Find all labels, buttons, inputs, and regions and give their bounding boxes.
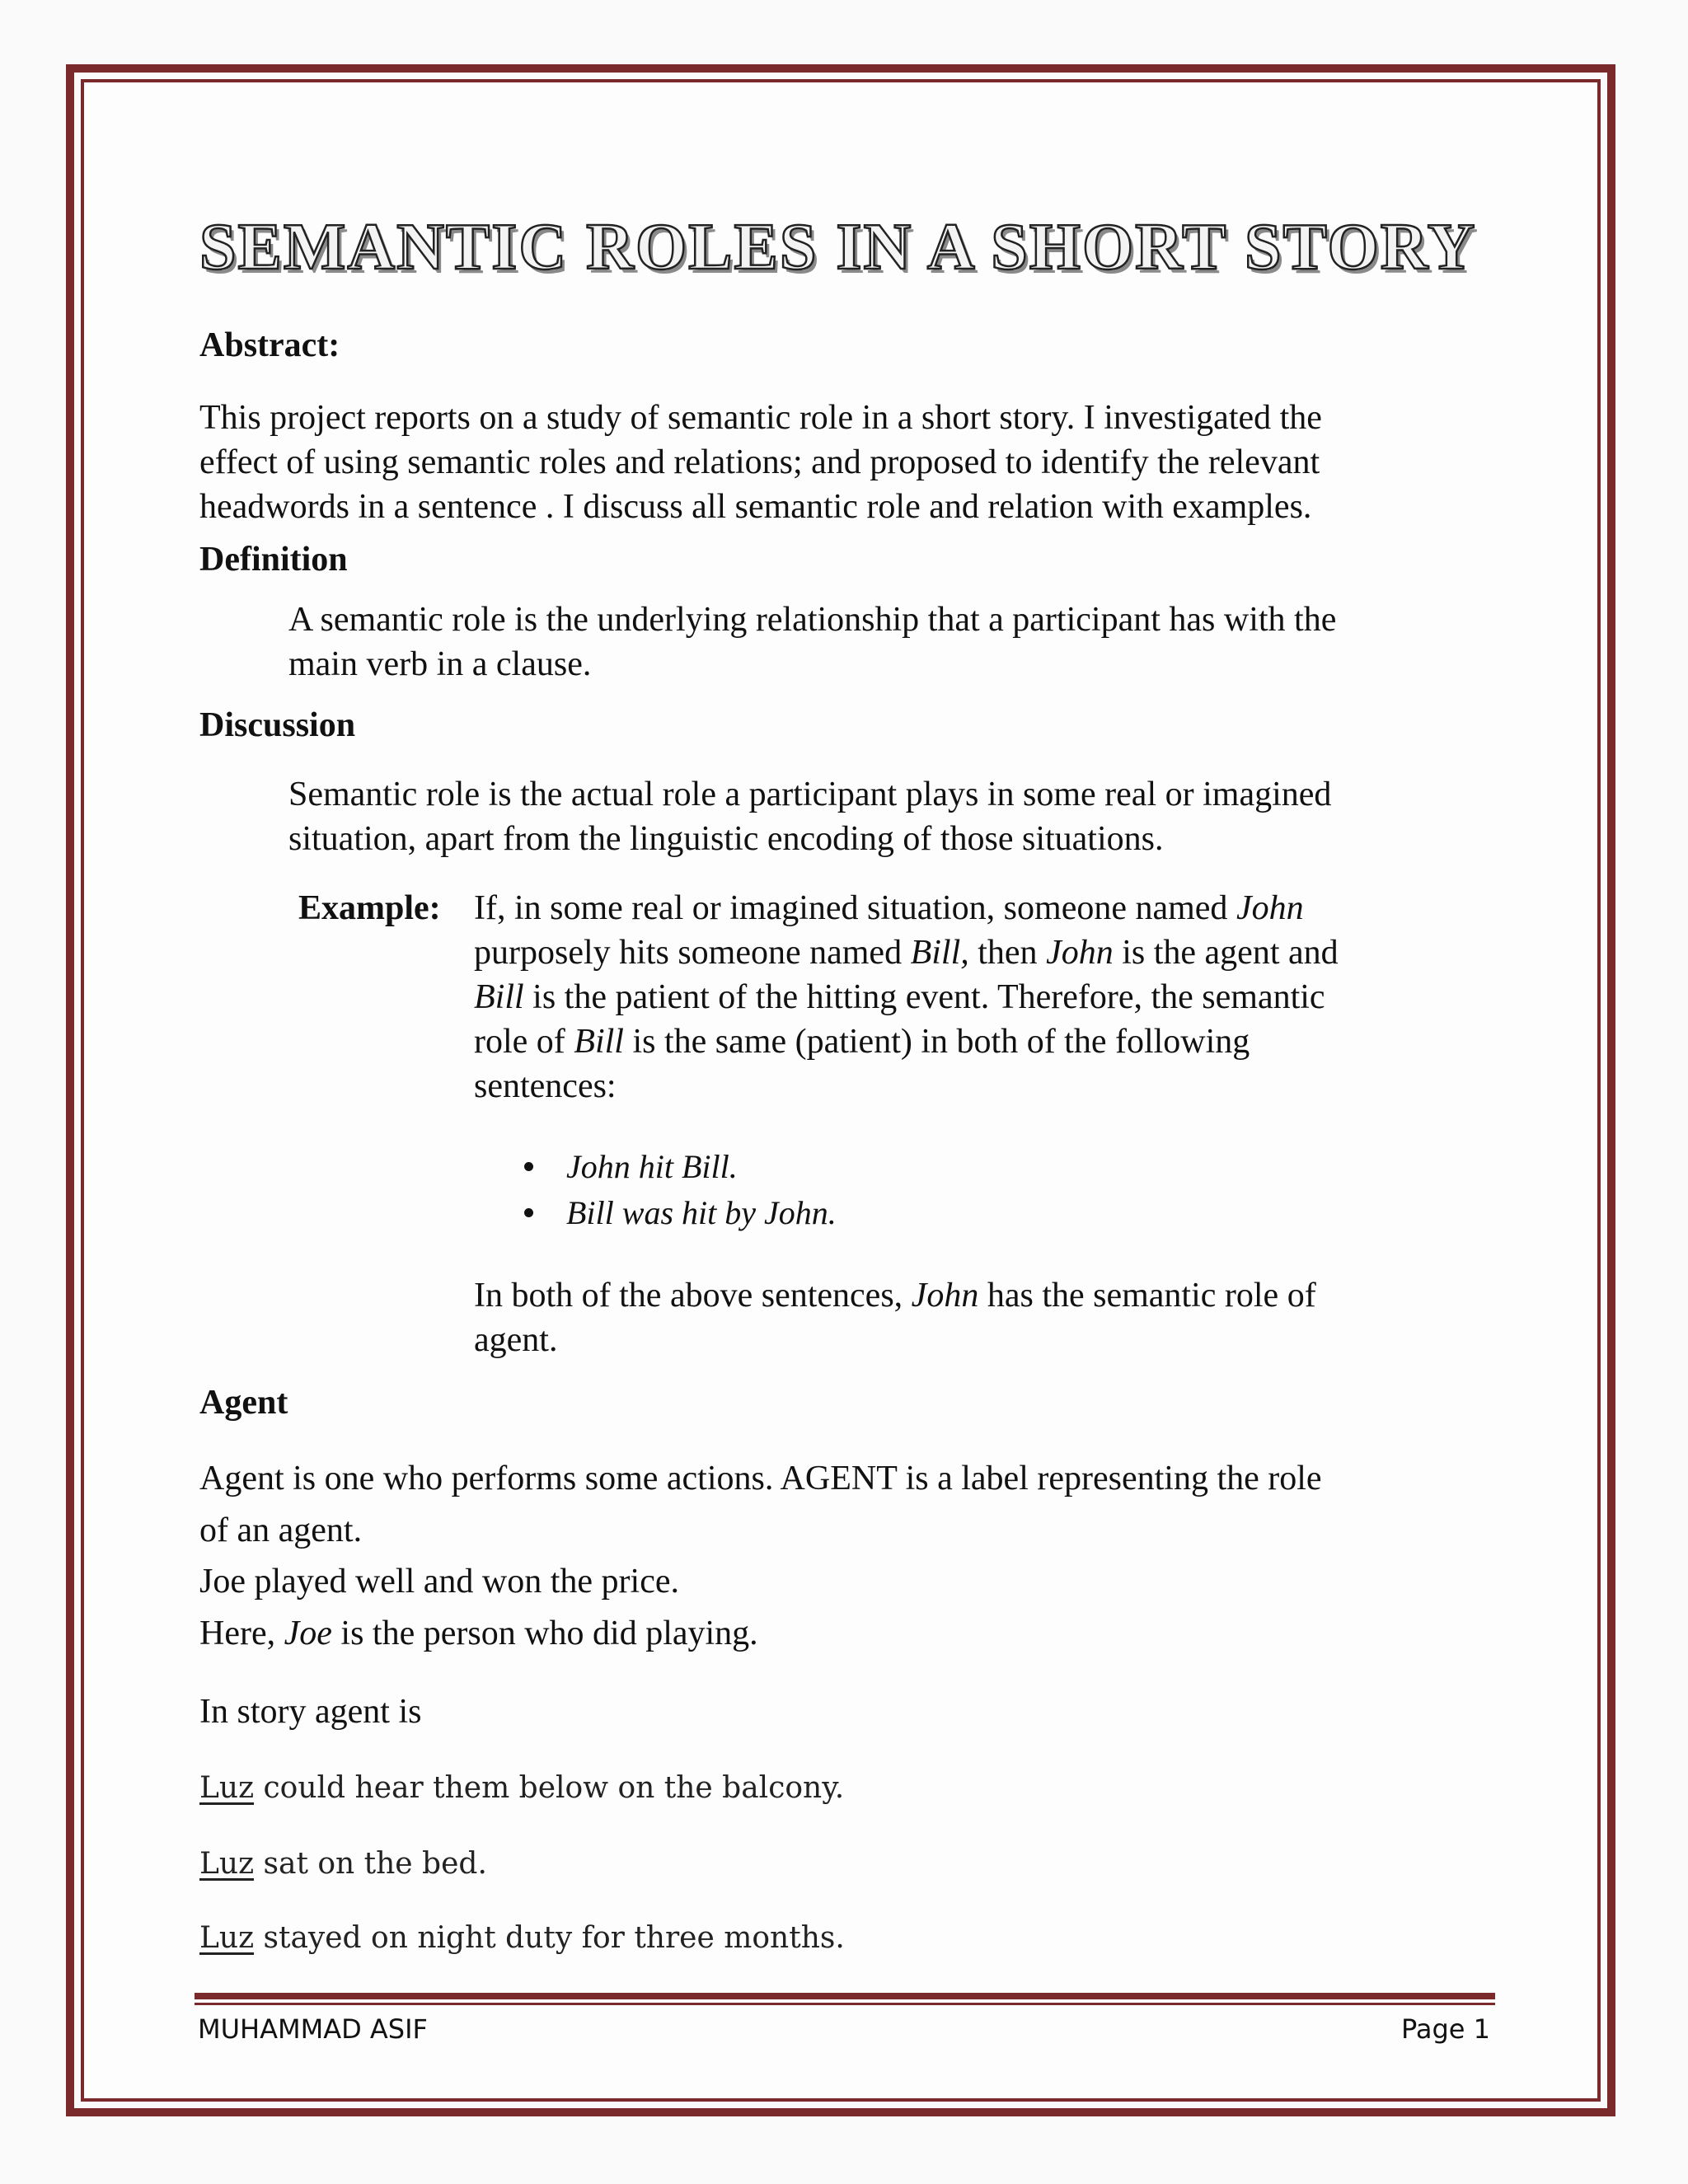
- bullet-item: John hit Bill.: [524, 1145, 738, 1189]
- example-conclusion: agent.: [474, 1321, 558, 1359]
- page-number: Page 1: [1401, 2013, 1490, 2045]
- agent-line: Joe played well and won the price.: [199, 1563, 679, 1601]
- abstract-line: headwords in a sentence . I discuss all semantic role and relation with examples.: [199, 488, 1312, 526]
- abstract-line: This project reports on a study of semantic role in a short story. I investigated the: [199, 399, 1322, 437]
- definition-line: main verb in a clause.: [288, 645, 592, 683]
- footer-author: MUHAMMAD ASIF: [198, 2013, 428, 2045]
- agent-line: Here, Joe is the person who did playing.: [199, 1615, 758, 1652]
- example-conclusion: In both of the above sentences, John has the semantic role of: [474, 1277, 1316, 1315]
- bullet-dot: [524, 1208, 533, 1217]
- agent-line: of an agent.: [199, 1511, 363, 1549]
- story-sentence: Luz could hear them below on the balcony.: [199, 1771, 845, 1805]
- example-line: role of Bill is the same (patient) in both of the following: [474, 1023, 1250, 1061]
- example-line: Bill is the patient of the hitting event. Therefore, the semantic: [474, 978, 1325, 1016]
- example-line: If, in some real or imagined situation, someone named John: [474, 889, 1304, 927]
- discussion-line: situation, apart from the linguistic encoding of those situations.: [288, 820, 1164, 858]
- definition-heading: Definition: [199, 541, 348, 579]
- bullet-dot: [524, 1162, 533, 1171]
- discussion-line: Semantic role is the actual role a participant plays in some real or imagined: [288, 776, 1332, 813]
- agent-heading: Agent: [199, 1384, 288, 1422]
- abstract-heading: Abstract:: [199, 326, 340, 364]
- example-label: Example:: [298, 889, 441, 927]
- story-sentence: Luz stayed on night duty for three months.: [199, 1921, 845, 1955]
- example-line: purposely hits someone named Bill, then John is the agent and: [474, 934, 1339, 972]
- story-sentence: Luz sat on the bed.: [199, 1847, 487, 1881]
- definition-line: A semantic role is the underlying relationship that a participant has with the: [288, 601, 1337, 639]
- example-line: sentences:: [474, 1067, 617, 1105]
- document-title: SEMANTIC ROLES IN A SHORT STORY: [199, 211, 1477, 284]
- discussion-heading: Discussion: [199, 706, 356, 744]
- abstract-line: effect of using semantic roles and relations; and proposed to identify the relevant: [199, 443, 1320, 481]
- agent-line: In story agent is: [199, 1693, 422, 1731]
- footer-rule: [195, 1993, 1495, 1999]
- agent-line: Agent is one who performs some actions. AGENT is a label representing the role: [199, 1460, 1322, 1497]
- footer-rule: [195, 2003, 1495, 2005]
- bullet-item: Bill was hit by John.: [524, 1191, 837, 1235]
